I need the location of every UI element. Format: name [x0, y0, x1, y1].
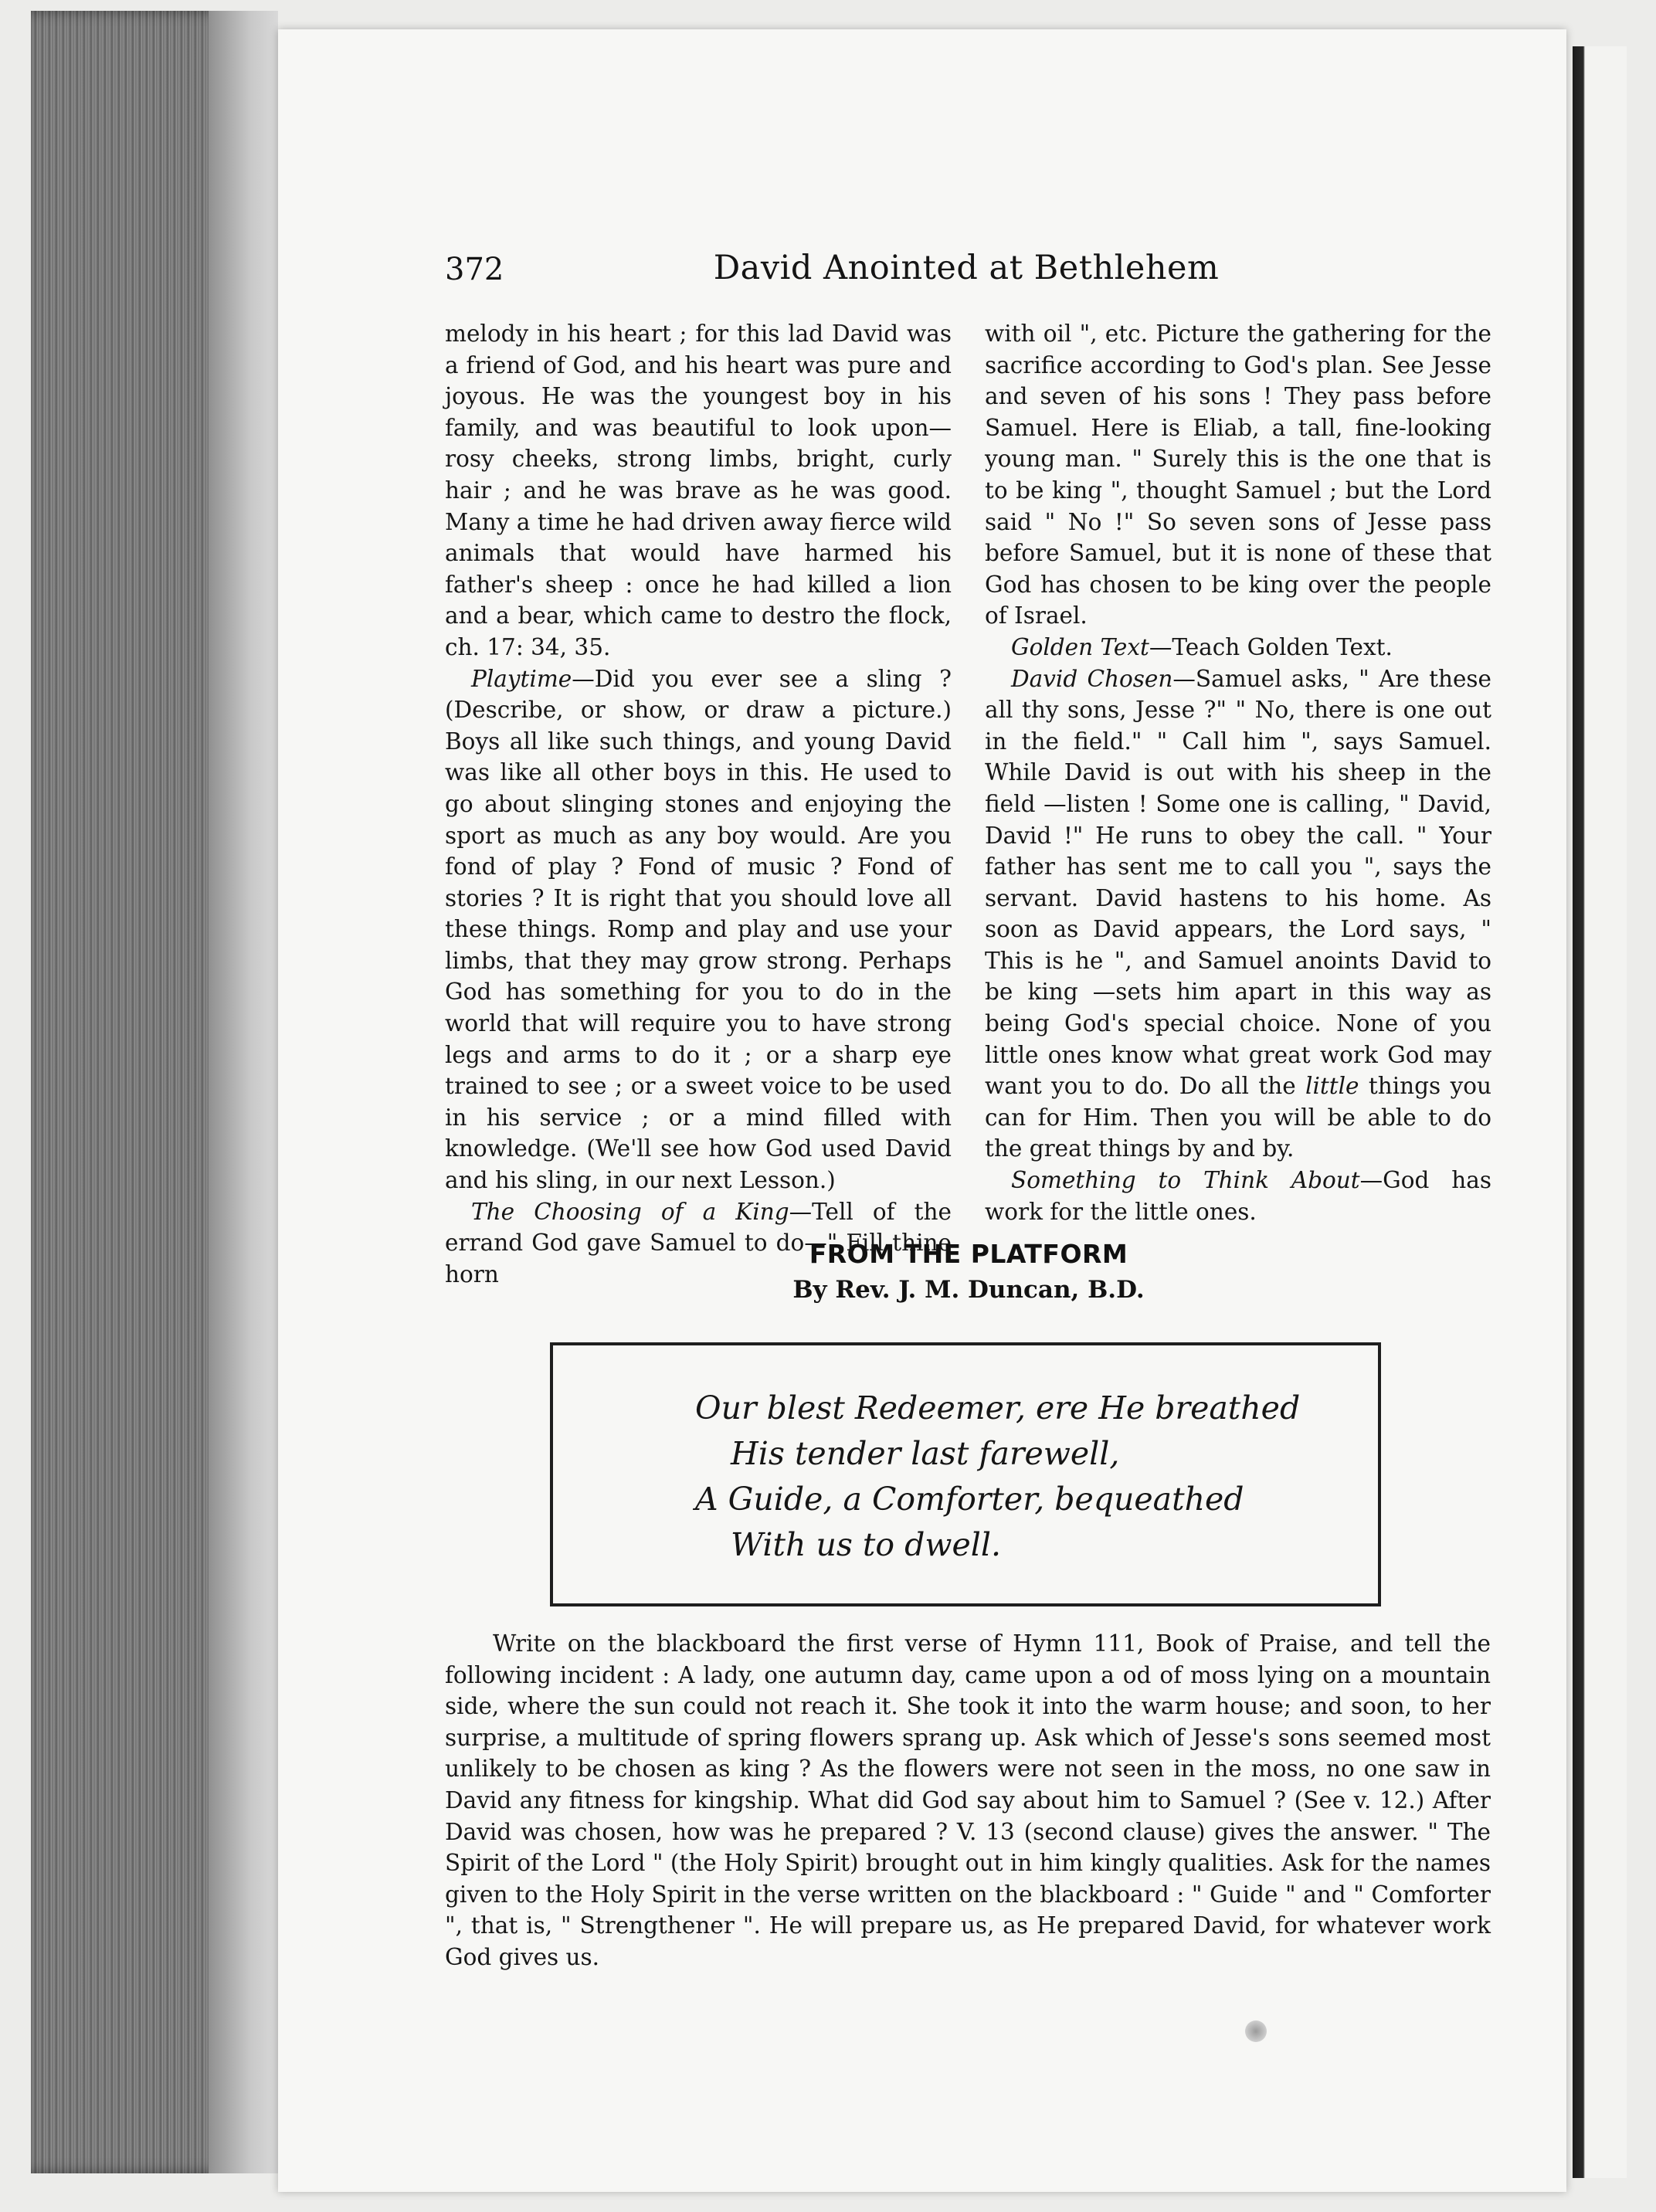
paragraph-text: —Samuel asks, " Are these all thy sons, Jesse ?" " No, there is one out in the field." " Call him ", says Samuel. While David is out with his sheep in the field —listen ! Some one is calling, " David, David !" He runs to obey the call. " Your father has sent me to call you ", says the servant. David hastens to his home. As soon as David appears, the Lord says, " This is he ", and Samuel anoints David to be king —sets him apart in this way as being God's special choice. None of you little ones know what great work God may want you to do. Do all the — [985, 665, 1491, 1100]
right-column — [985, 318, 1491, 1227]
paragraph-text: with oil ", etc. Picture the gathering for the sacrifice according to God's plan. See Jesse and seven of his sons ! They pass before Samuel. Here is Eliab, a tall, fine-looking young man. " Surely this is the one that is to be king ", thought Samuel ; but the Lord said " No !" So seven sons of Jesse pass before Samuel, but it is none of these that God has chosen to be king over the people of Israel. — [985, 321, 1491, 629]
paragraph-label: Playtime — [471, 665, 572, 692]
page-header — [445, 249, 1488, 295]
paragraph-text: —Teach Golden Text. — [1149, 633, 1393, 660]
blackboard-verse-box — [550, 1342, 1381, 1606]
poem-line: Our blest Redeemer, ere He breathed — [695, 1389, 1301, 1427]
page-number: 372 — [445, 252, 504, 287]
poem-line: A Guide, a Comforter, bequeathed — [695, 1481, 1244, 1518]
poem-line: His tender last farewell, — [731, 1435, 1120, 1472]
paragraph-text: Write on the blackboard the first verse of Hymn 111, Book of Praise, and tell the following incident : A lady, one autumn day, came upon a od of moss lying on a mountain side, where the sun could not reach it. She took it into the warm house; and soon, to her surprise, a multitude of spring flowers sprang up. Ask which of Jesse's sons seemed most unlikely to be chosen as king ? As the flowers were not seen in the moss, no one saw in David any fitness for kingship. What did God say about him to Samuel ? (See v. 12.) After David was chosen, how was he prepared ? V. 13 (second clause) gives the answer. " The Spirit of the Lord " (the Holy Spirit) brought out in him kingly qualities. Ask for the names given to the Holy Spirit in the verse written on the blackboard : " Guide " and " Comforter ", that is, " Strengthener ". He will prepare us, as He prepared David, for whatever work God gives us. — [445, 1630, 1491, 1970]
book-page-edges — [31, 11, 278, 2173]
paragraph — [985, 632, 1491, 663]
paragraph — [445, 318, 952, 663]
facing-page-edge — [1573, 46, 1627, 2178]
paragraph-text: —God has work for the little ones. — [985, 1167, 1491, 1225]
byline: By Rev. J. M. Duncan, B.D. — [792, 1276, 1145, 1304]
paragraph — [985, 318, 1491, 632]
paragraph — [985, 663, 1491, 1165]
paragraph-text: things you can for Him. Then you will be able to do the great things by and by. — [985, 1073, 1491, 1162]
ink-smudge — [1245, 2020, 1267, 2042]
paragraph-label: Something to Think About — [1011, 1167, 1360, 1194]
paragraph — [445, 663, 952, 1196]
paragraph-text: —Tell of the errand God gave Samuel to do—" Fill thine horn — [445, 1198, 952, 1288]
paragraph-label: Golden Text — [1011, 633, 1149, 660]
italic-word: little — [1305, 1073, 1359, 1100]
running-title: David Anointed at Bethlehem — [713, 249, 1220, 287]
paragraph-text: melody in his heart ; for this lad David was a friend of God, and his heart was pure and joyous. He was the youngest boy in his family, and was beautiful to look upon—rosy cheeks, strong limbs, bright, curly hair ; and he was brave as he was good. Many a time he had driven away fierce wild animals that would have harmed his father's sheep : once he had killed a lion and a bear, which came to destro the flock, ch. 17: 34, 35. — [445, 321, 952, 660]
paragraph-label: The Choosing of a King — [471, 1198, 789, 1225]
poem-line: With us to dwell. — [731, 1526, 1001, 1563]
left-column — [445, 318, 952, 1290]
paragraph-text: —Did you ever see a sling ? (Describe, or show, or draw a picture.) Boys all like such things, and young David was like all other boys in this. He used to go about slinging stones and enjoying the sport as much as any boy would. Are you fond of play ? Fond of music ? Fond of stories ? It is right that you should love all these things. Romp and play and use your limbs, that they may grow strong. Perhaps God has something for you to do in the world that will require you to have strong legs and arms to do it ; or a sharp eye trained to see ; or a sweet voice to be used in his service ; or a mind filled with knowledge. (We'll see how God used David and his sling, in our next Lesson.) — [445, 665, 952, 1194]
section-heading: FROM THE PLATFORM — [809, 1239, 1128, 1269]
paragraph — [985, 1165, 1491, 1227]
platform-body — [445, 1628, 1491, 1973]
paragraph-label: David Chosen — [1011, 665, 1173, 692]
